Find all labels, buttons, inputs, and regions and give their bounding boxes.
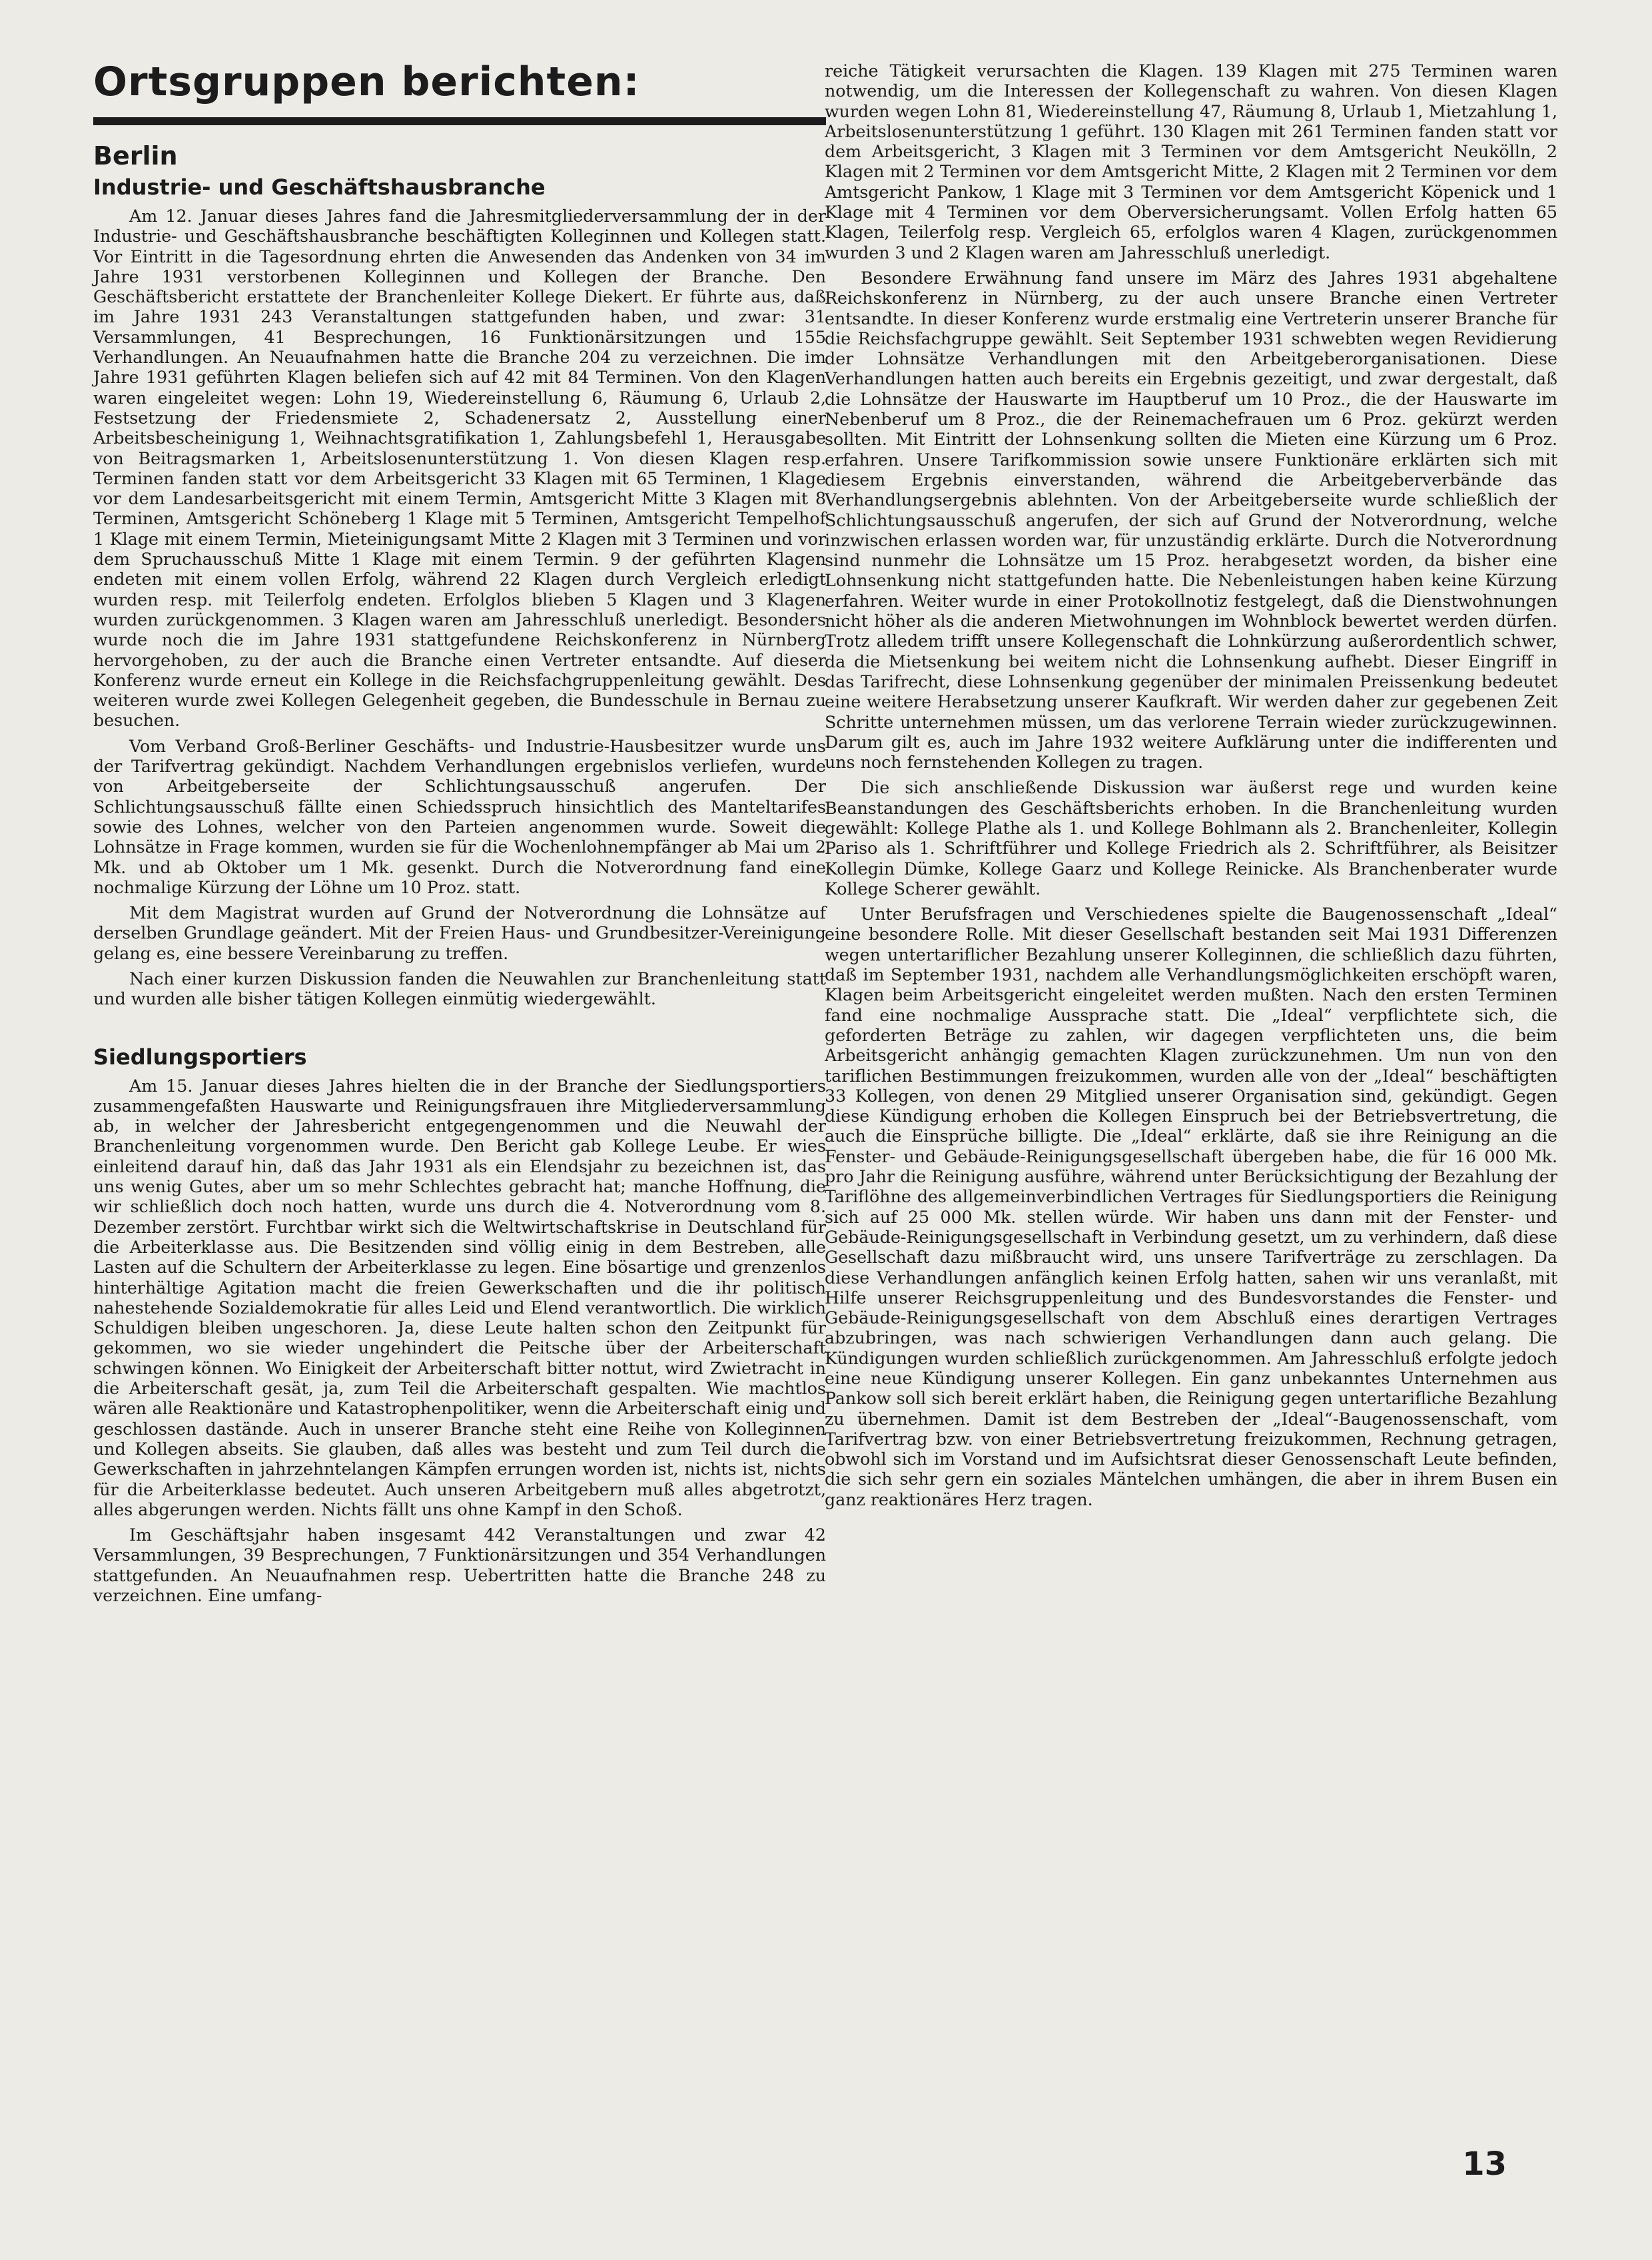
paragraph: Unter Berufsfragen und Verschiedenes spielte die Baugenossenschaft „Ideal“ eine besondere Rolle. Mit dieser Gesellschaft bestanden seit Mai 1931 Differenzen wegen untertariflicher Bezahlung unserer Kolleginnen, die schließlich dazu führten, daß im September 1931, nachdem alle Verhandlungsmöglichkeiten erschöpft waren, Klagen beim Arbeitsgericht eingeleitet werden mußten. Nach den ersten Terminen fand eine nochmalige Aussprache statt. Die „Ideal“ verpflichtete sich, die geforderten Beträge zu zahlen, wir dagegen verpflichteten uns, die beim Arbeitsgericht anhängig gemachten Klagen zurückzunehmen. Um nun von den tariflichen Bestimmungen freizukommen, wurden alle von der „Ideal“ beschäftigten 33 Kollegen, von denen 29 Mitglied unserer Organisation sind, gekündigt. Gegen diese Kündigung erhoben die Kollegen Einspruch bei der Betriebsvertretung, die auch die Einsprüche billigte. Die „Ideal“ erklärte, daß sie ihre Reinigung an die Fenster- und Gebäude-Reinigungsgesellschaft übergeben habe, die für 16 000 Mk. pro Jahr die Reinigung ausführe, während unter Berücksichtigung der Bezahlung der Tariflöhne des allgemeinverbindlichen Vertrages für Siedlungsportiers die Reinigung sich auf 25 000 Mk. stellen würde. Wir haben uns dann mit der Fenster- und Gebäude-Reinigungsgesellschaft in Verbindung gesetzt, um zu verhindern, daß diese Gesellschaft dazu mißbraucht wird, uns unsere Tarifverträge zu zerschlagen. Da diese Verhandlungen anfänglich keinen Erfolg hatten, sahen wir uns veranlaßt, mit Hilfe unserer Reichsgruppenleitung und des Bundesvorstandes die Fenster- und Gebäude-Reinigungsgesellschaft von dem Abschluß eines derartigen Vertrages abzubringen, was nach schwierigen Verhandlungen dann auch gelang. Die Kündigungen wurden schließlich zurückgenommen. Am Jahresschluß erfolgte jedoch eine neue Kündigung unserer Kollegen. Ein ganz unbekanntes Unternehmen aus Pankow soll sich bereit erklärt haben, die Reinigung gegen untertarifliche Bezahlung zu übernehmen. Damit ist dem Bestreben der „Ideal“-Baugenossenschaft, vom Tarifvertrag bzw. von einer Betriebsvertretung freizukommen, Rechnung getragen, obwohl sich im Vorstand und im Aufsichtsrat dieser Genossenschaft Leute befinden, die sich sehr gern ein soziales Mäntelchen umhängen, die aber in ihrem Busen ein ganz reaktionäres Herz tragen. bbox=[825, 905, 1557, 1509]
left-column bbox=[93, 60, 826, 1611]
masthead-rule bbox=[93, 117, 826, 125]
section-heading-siedlungsportiers: Siedlungsportiers bbox=[93, 1044, 307, 1070]
place-heading: Berlin bbox=[93, 141, 178, 171]
paragraph: Besondere Erwähnung fand unsere im März des Jahres 1931 abgehaltene Reichskonferenz in Nürnberg, zu der auch unsere Branche einen Vertreter entsandte. In dieser Konferenz wurde erstmalig eine Vertreterin unserer Branche für die Reichsfachgruppe gewählt. Seit September 1931 schwebten wegen Revidierung der Lohnsätze Verhandlungen mit den Arbeitgeberorganisationen. Diese Verhandlungen hatten auch bereits ein Ergebnis gezeitigt, und zwar dergestalt, daß die Lohnsätze der Hauswarte im Hauptberuf um 10 Proz., die der Hauswarte im Nebenberuf um 8 Proz., die der Reinemachefrauen um 6 Proz. gekürzt werden sollten. Mit Eintritt der Lohnsenkung sollten die Mieten eine Kürzung um 6 Proz. erfahren. Unsere Tarifkommission sowie unsere Funktionäre erklärten sich mit diesem Ergebnis einverstanden, während die Arbeitgeberverbände das Verhandlungsergebnis ablehnten. Von der Arbeitgeberseite wurde schließlich der Schlichtungsausschuß angerufen, der sich auf Grund der Notverordnung, welche inzwischen erlassen worden war, für unzuständig erklärte. Durch die Notverordnung sind nunmehr die Lohnsätze um 15 Proz. herabgesetzt worden, da bisher eine Lohnsenkung nicht stattgefunden hatte. Die Nebenleistungen haben keine Kürzung erfahren. Weiter wurde in einer Protokollnotiz festgelegt, daß die Dienstwohnungen nicht höher als die anderen Mietwohnungen im Wohnblock bewertet werden dürfen. Trotz alledem trifft unsere Kollegenschaft die Lohnkürzung außerordentlich schwer, da die Mietsenkung bei weitem nicht die Lohnsenkung aufhebt. Dieser Eingriff in das Tarifrecht, diese Lohnsenkung gegenüber der minimalen Preissenkung bedeutet eine weitere Herabsetzung unserer Kaufkraft. Wir werden daher zur gegebenen Zeit Schritte unternehmen müssen, um das verlorene Terrain wieder zurückzugewinnen. Darum gilt es, auch im Jahre 1932 weitere Aufklärung unter die indifferenten und uns noch fernstehenden Kollegen zu tragen. bbox=[825, 268, 1557, 773]
page-number: 13 bbox=[1462, 2145, 1507, 2183]
paragraph: Am 12. Januar dieses Jahres fand die Jahresmitgliederversammlung der in der Industrie- und Geschäftshausbranche beschäftigten Kolleginnen und Kollegen statt. Vor Eintritt in die Tagesordnung ehrten die Anwesenden das Andenken von 34 im Jahre 1931 verstorbenen Kolleginnen und Kollegen der Branche. Den Geschäftsbericht erstattete der Branchenleiter Kollege Diekert. Er führte aus, daß im Jahre 1931 243 Veranstaltungen stattgefunden haben, und zwar: 31 Versammlungen, 41 Besprechungen, 16 Funktionärsitzungen und 155 Verhandlungen. An Neuaufnahmen hatte die Branche 204 zu verzeichnen. Die im Jahre 1931 geführten Klagen beliefen sich auf 42 mit 84 Terminen. Von den Klagen waren eingeleitet wegen: Lohn 19, Wiedereinstellung 6, Räumung 6, Urlaub 2, Festsetzung der Friedensmiete 2, Schadenersatz 2, Ausstellung einer Arbeitsbescheinigung 1, Weihnachtsgratifikation 1, Zahlungsbefehl 1, Herausgabe von Beitragsmarken 1, Arbeitslosenunterstützung 1. Von diesen Klagen resp. Terminen fanden statt vor dem Arbeitsgericht 33 Klagen mit 65 Terminen, 1 Klage vor dem Landesarbeitsgericht mit einem Termin, Amtsgericht Mitte 3 Klagen mit 8 Terminen, Amtsgericht Schöneberg 1 Klage mit 5 Terminen, Amtsgericht Tempelhof 1 Klage mit einem Termin, Mieteinigungsamt Mitte 2 Klagen mit 3 Terminen und vor dem Spruchausschuß Mitte 1 Klage mit einem Termin. 9 der geführten Klagen endeten mit einem vollen Erfolg, während 22 Klagen durch Vergleich erledigt wurden resp. mit Teilerfolg endeten. Erfolglos blieben 5 Klagen und 3 Klagen wurden zurückgenommen. 3 Klagen waren am Jahresschluß unerledigt. Besonders wurde noch die im Jahre 1931 stattgefundene Reichskonferenz in Nürnberg hervorgehoben, zu der auch die Branche einen Vertreter entsandte. Auf dieser Konferenz wurde erneut ein Kollege in die Reichsfachgruppenleitung gewählt. Des weiteren wurde zwei Kollegen Gelegenheit gegeben, die Bundesschule in Bernau zu besuchen. bbox=[93, 206, 826, 731]
right-column bbox=[825, 61, 1557, 1515]
section-heading-industrie: Industrie- und Geschäftshausbranche bbox=[93, 175, 546, 200]
paragraph: Mit dem Magistrat wurden auf Grund der Notverordnung die Lohnsätze auf derselben Grundlage geändert. Mit der Freien Haus- und Grundbesitzer-Vereinigung gelang es, eine bessere Vereinbarung zu treffen. bbox=[93, 903, 826, 963]
paragraph: Die sich anschließende Diskussion war äußerst rege und wurden keine Beanstandungen des Geschäftsberichts erhoben. In die Branchenleitung wurden gewählt: Kollege Plathe als 1. und Kollege Bohlmann als 2. Branchenleiter, Kollegin Pariso als 1. Schriftführer und Kollege Friedrich als 2. Schriftführer, als Beisitzer Kollegin Dümke, Kollege Gaarz und Kollege Reinicke. Als Branchenberater wurde Kollege Scherer gewählt. bbox=[825, 778, 1557, 899]
paragraph: Nach einer kurzen Diskussion fanden die Neuwahlen zur Branchenleitung statt und wurden alle bisher tätigen Kollegen einmütig wiedergewählt. bbox=[93, 968, 826, 1009]
masthead: Ortsgruppen berichten: bbox=[93, 59, 640, 105]
paragraph: reiche Tätigkeit verursachten die Klagen. 139 Klagen mit 275 Terminen waren notwendig, um die Interessen der Kollegenschaft zu wahren. Von diesen Klagen wurden wegen Lohn 81, Wiedereinstellung 47, Räumung 8, Urlaub 1, Mietzahlung 1, Arbeitslosenunterstützung 1 geführt. 130 Klagen mit 261 Terminen fanden statt vor dem Arbeitsgericht, 3 Klagen mit 3 Terminen vor dem Amtsgericht Neukölln, 2 Klagen mit 2 Terminen vor dem Amtsgericht Mitte, 2 Klagen mit 2 Terminen vor dem Amtsgericht Pankow, 1 Klage mit 3 Terminen vor dem Amtsgericht Köpenick und 1 Klage mit 4 Terminen vor dem Oberversicherungsamt. Vollen Erfolg hatten 65 Klagen, Teilerfolg resp. Vergleich 65, erfolglos waren 4 Klagen, zurückgenommen wurden 3 und 2 Klagen waren am Jahresschluß unerledigt. bbox=[825, 61, 1557, 262]
paragraph: Am 15. Januar dieses Jahres hielten die in der Branche der Siedlungsportiers zusammengefaßten Hauswarte und Reinigungsfrauen ihre Mitgliederversammlung ab, in welcher der Jahresbericht entgegengenommen und die Neuwahl der Branchenleitung vorgenommen wurde. Den Bericht gab Kollege Leube. Er wies einleitend darauf hin, daß das Jahr 1931 als ein Elendsjahr zu bezeichnen ist, das uns wenig Gutes, aber um so mehr Schlechtes gebracht hat; manche Hoffnung, die wir schließlich doch noch hatten, wurde uns durch die 4. Notverordnung vom 8. Dezember zerstört. Furchtbar wirkt sich die Weltwirtschaftskrise in Deutschland für die Arbeiterklasse aus. Die Besitzenden sind völlig einig in dem Bestreben, alle Lasten auf die Schultern der Arbeiterklasse zu legen. Eine bösartige und grenzenlos hinterhältige Agitation macht die freien Gewerkschaften und die ihr politisch nahestehende Sozialdemokratie für alles Leid und Elend verantwortlich. Die wirklich Schuldigen bleiben ungeschoren. Ja, diese Leute halten schon den Zeitpunkt für gekommen, wo sie wieder ungehindert die Peitsche über der Arbeiterschaft schwingen können. Wo Einigkeit der Arbeiterschaft bitter nottut, wird Zwietracht in die Arbeiterschaft gesät, ja, zum Teil die Arbeiterschaft gespalten. Wie machtlos wären alle Reaktionäre und Katastrophenpolitiker, wenn die Arbeiterschaft einig und geschlossen dastände. Auch in unserer Branche steht eine Reihe von Kolleginnen und Kollegen abseits. Sie glauben, daß alles was besteht und zum Teil durch die Gewerkschaften in jahrzehntelangen Kämpfen errungen worden ist, nichts ist, nichts für die Arbeiterklasse bedeutet. Auch unseren Arbeitgebern muß alles abgetrotzt, alles abgerungen werden. Nichts fällt uns ohne Kampf in den Schoß. bbox=[93, 1076, 826, 1519]
paragraph: Vom Verband Groß-Berliner Geschäfts- und Industrie-Hausbesitzer wurde uns der Tarifvertrag gekündigt. Nachdem Verhandlungen ergebnislos verliefen, wurde von Arbeitgeberseite der Schlichtungsausschuß angerufen. Der Schlichtungsausschuß fällte einen Schiedsspruch hinsichtlich des Manteltarifes sowie des Lohnes, welcher von den Parteien angenommen wurde. Soweit die Lohnsätze in Frage kommen, wurden sie für die Wochenlohnempfänger ab Mai um 2 Mk. und ab Oktober um 1 Mk. gesenkt. Durch die Notverordnung fand eine nochmalige Kürzung der Löhne um 10 Proz. statt. bbox=[93, 736, 826, 897]
paragraph: Im Geschäftsjahr haben insgesamt 442 Veranstaltungen und zwar 42 Versammlungen, 39 Besprechungen, 7 Funktionärsitzungen und 354 Verhandlungen stattgefunden. An Neuaufnahmen resp. Uebertritten hatte die Branche 248 zu verzeichnen. Eine umfang- bbox=[93, 1525, 826, 1605]
